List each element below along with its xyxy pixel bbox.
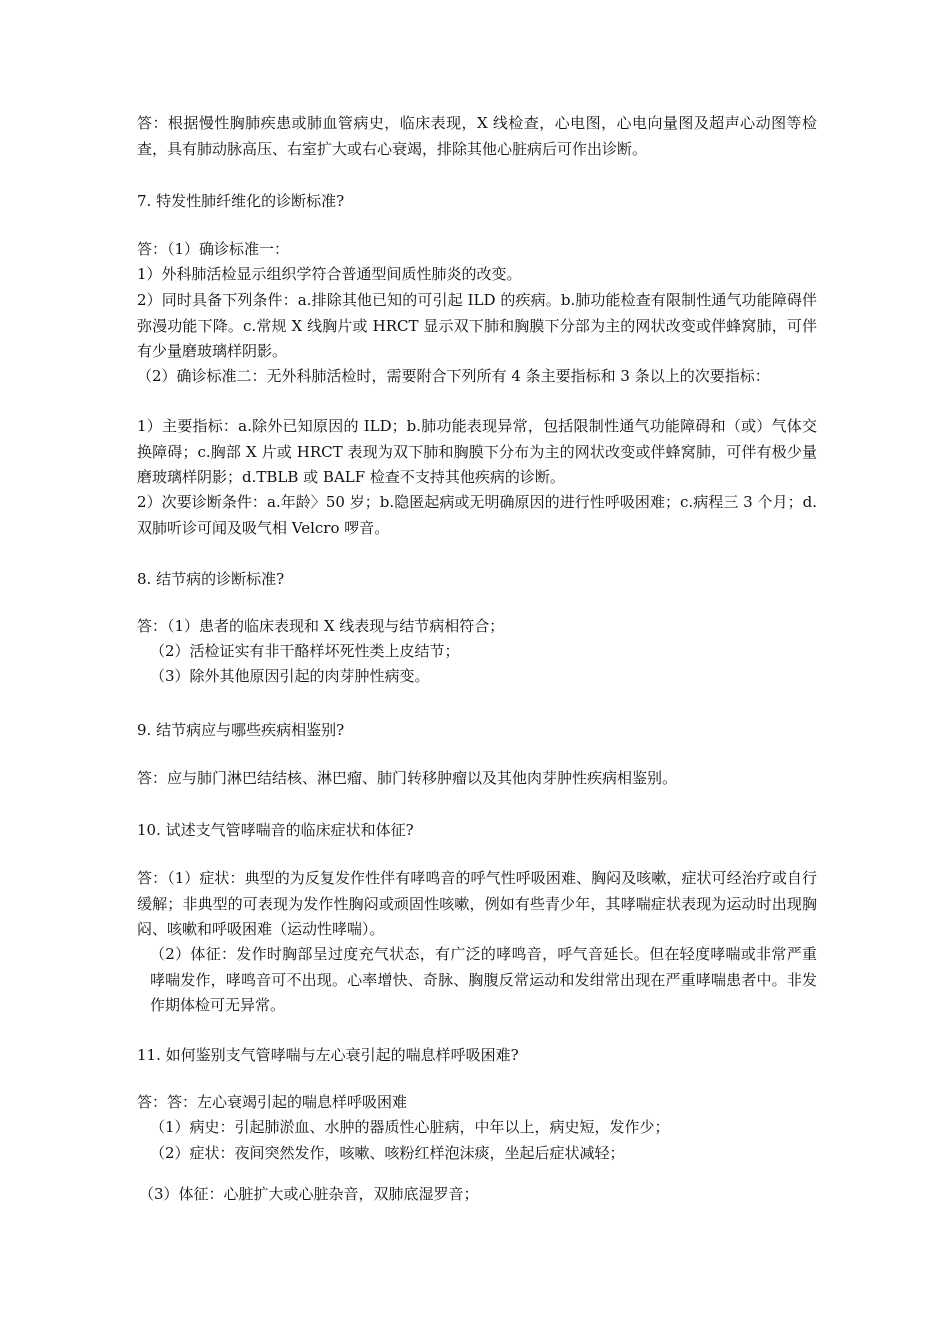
question-7: 7. 特发性肺纤维化的诊断标准?: [137, 192, 345, 210]
answer-7-line-5: 1）主要指标：a.除外已知原因的 ILD；b.肺功能表现异常，包括限制性通气功能障碍和（或）气体交换障碍；c.胸部 X 片或 HRCT 表现为双下肺和胸膜下分布为主的网状改变或伴蜂窝肺，可伴有极少量磨玻璃样阴影；d.TBLB 或 BALF 检查不支持其他疾病的诊断。: [137, 417, 817, 486]
answer-7-line-2: 1）外科肺活检显示组织学符合普通型间质性肺炎的改变。: [137, 265, 522, 283]
answer-10-line-2: （2）体征：发作时胸部呈过度充气状态，有广泛的哮鸣音，呼气音延长。但在轻度哮喘或非常严重哮喘发作，哮鸣音可不出现。心率增快、奇脉、胸腹反常运动和发绀常出现在严重哮喘患者中。非发作期体检可无异常。: [150, 945, 817, 1014]
question-11: 11. 如何鉴别支气管哮喘与左心衰引起的喘息样呼吸困难?: [137, 1046, 519, 1064]
question-10: 10. 试述支气管哮喘音的临床症状和体征?: [137, 821, 414, 839]
answer-11-line-4: （3）体征：心脏扩大或心脏杂音，双肺底湿罗音；: [139, 1185, 479, 1203]
answer-11-line-1: 答：答：左心衰竭引起的喘息样呼吸困难: [137, 1093, 408, 1111]
answer-11-line-3: （2）症状：夜间突然发作，咳嗽、咳粉红样泡沫痰，坐起后症状减轻；: [150, 1144, 625, 1162]
answer-8-line-1: 答：（1）患者的临床表现和 X 线表现与结节病相符合；: [137, 617, 505, 635]
paragraph-answer-6: 答：根据慢性胸肺疾患或肺血管病史，临床表现，X 线检查，心电图，心电向量图及超声心动图等检查，具有肺动脉高压、右室扩大或右心衰竭，排除其他心脏病后可作出诊断。: [137, 114, 817, 158]
answer-7-line-4: （2）确诊标准二：无外科肺活检时，需要附合下列所有 4 条主要指标和 3 条以上的次要指标：: [137, 367, 770, 385]
answer-7-line-1: 答：（1）确诊标准一：: [137, 240, 290, 258]
answer-11-line-2: （1）病史：引起肺淤血、水肿的器质性心脏病，中年以上，病史短，发作少；: [150, 1118, 670, 1136]
question-9: 9. 结节病应与哪些疾病相鉴别?: [137, 721, 345, 739]
answer-9: 答：应与肺门淋巴结结核、淋巴瘤、肺门转移肿瘤以及其他肉芽肿性疾病相鉴别。: [137, 769, 678, 787]
question-8: 8. 结节病的诊断标准?: [137, 570, 285, 588]
answer-8-line-3: （3）除外其他原因引起的肉芽肿性病变。: [150, 667, 430, 685]
answer-10-line-1: 答：（1）症状：典型的为反复发作性伴有哮鸣音的呼气性呼吸困难、胸闷及咳嗽，症状可经治疗或自行缓解；非典型的可表现为发作性胸闷或顽固性咳嗽，例如有些青少年，其哮喘症状表现为运动时出现胸闷、咳嗽和呼吸困难（运动性哮喘）。: [137, 869, 817, 938]
answer-8-line-2: （2）活检证实有非干酪样坏死性类上皮结节；: [150, 642, 460, 660]
answer-7-line-3: 2）同时具备下列条件：a.排除其他已知的可引起 ILD 的疾病。b.肺功能检查有限制性通气功能障碍伴弥漫功能下降。c.常规 X 线胸片或 HRCT 显示双下肺和胸膜下分部为主的网状改变或伴蜂窝肺，可伴有少量磨玻璃样阴影。: [137, 291, 817, 360]
answer-7-line-6: 2）次要诊断条件：a.年龄〉50 岁；b.隐匿起病或无明确原因的进行性呼吸困难；c.病程三 3 个月；d.双肺听诊可闻及吸气相 Velcro 啰音。: [137, 493, 817, 537]
